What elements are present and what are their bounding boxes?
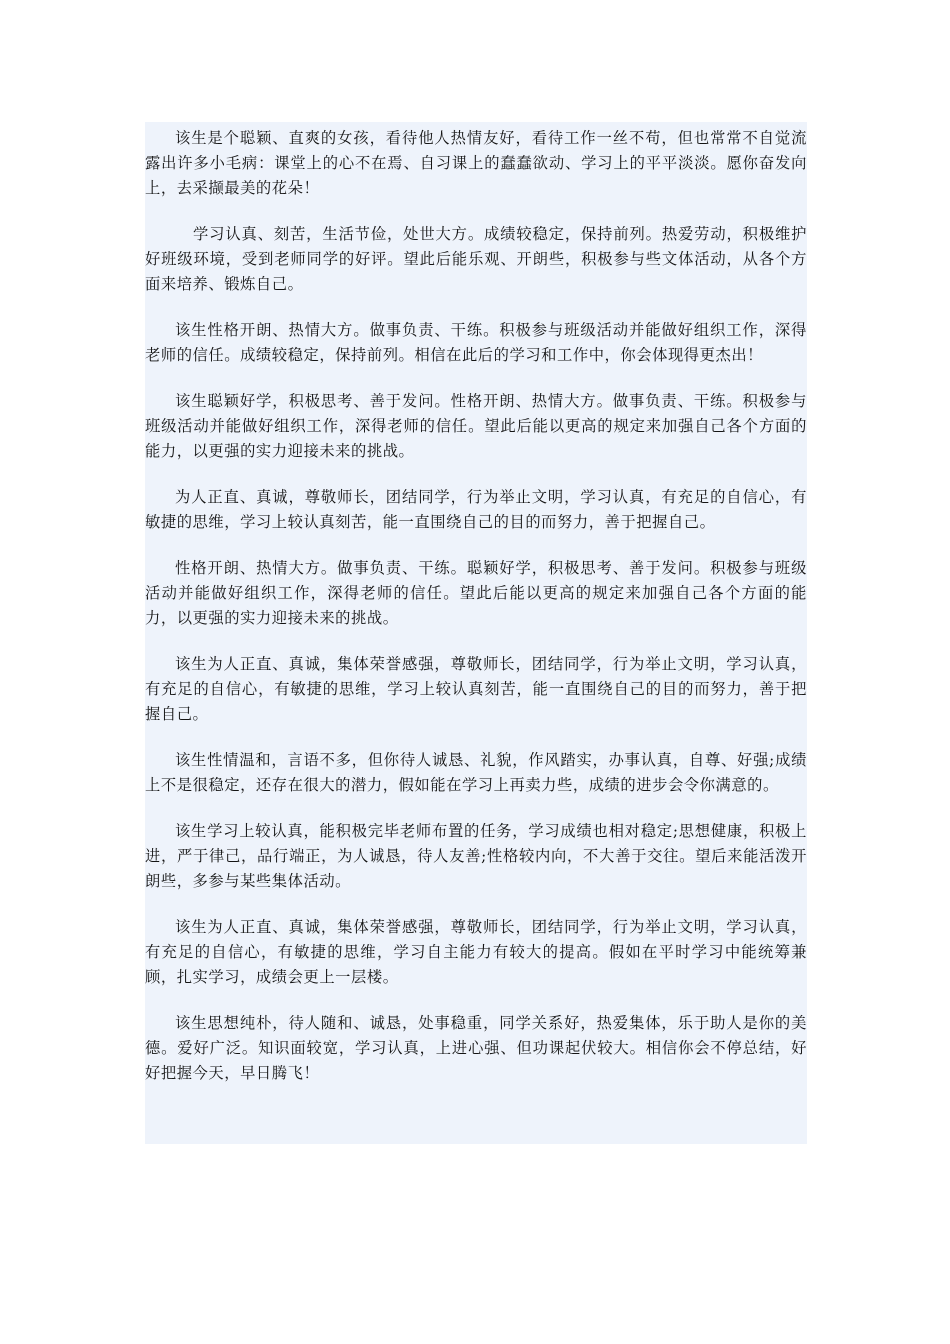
- comment-paragraph-6: 性格开朗、热情大方。做事负责、干练。聪颖好学，积极思考、善于发问。积极参与班级活动并能做好组织工作，深得老师的信任。望此后能以更高的规定来加强自己各个方面的能力，以更强的实力迎接未来的挑战。: [145, 559, 807, 627]
- comment-paragraph-1: 该生是个聪颖、直爽的女孩，看待他人热情友好，看待工作一丝不苟，但也常常不自觉流露出许多小毛病：课堂上的心不在焉、自习课上的蠢蠢欲动、学习上的平平淡淡。愿你奋发向上，去采撷最美的花朵！: [145, 129, 807, 197]
- comments-text-block: [145, 122, 807, 1144]
- comment-paragraph-3: 该生性格开朗、热情大方。做事负责、干练。积极参与班级活动并能做好组织工作，深得老师的信任。成绩较稳定，保持前列。相信在此后的学习和工作中，你会体现得更杰出！: [145, 321, 807, 364]
- comment-paragraph-2: 学习认真、刻苦，生活节俭，处世大方。成绩较稳定，保持前列。热爱劳动，积极维护好班级环境，受到老师同学的好评。望此后能乐观、开朗些，积极参与些文体活动，从各个方面来培养、锻炼自己。: [145, 225, 807, 293]
- comment-paragraph-4: 该生聪颖好学，积极思考、善于发问。性格开朗、热情大方。做事负责、干练。积极参与班级活动并能做好组织工作，深得老师的信任。望此后能以更高的规定来加强自己各个方面的能力，以更强的实力迎接未来的挑战。: [145, 392, 807, 460]
- comment-paragraph-9: 该生学习上较认真，能积极完毕老师布置的任务，学习成绩也相对稳定;思想健康，积极上进，严于律己，品行端正，为人诚恳，待人友善;性格较内向，不大善于交往。望后来能活泼开朗些，多参与某些集体活动。: [145, 822, 807, 890]
- comment-paragraph-8: 该生性情温和，言语不多，但你待人诚恳、礼貌，作风踏实，办事认真，自尊、好强;成绩上不是很稳定，还存在很大的潜力，假如能在学习上再卖力些，成绩的进步会令你满意的。: [145, 751, 807, 794]
- comment-paragraph-5: 为人正直、真诚，尊敬师长，团结同学，行为举止文明，学习认真，有充足的自信心，有敏捷的思维，学习上较认真刻苦，能一直围绕自己的目的而努力，善于把握自己。: [145, 488, 807, 531]
- comment-paragraph-7: 该生为人正直、真诚，集体荣誉感强，尊敬师长，团结同学，行为举止文明，学习认真，有充足的自信心，有敏捷的思维，学习上较认真刻苦，能一直围绕自己的目的而努力，善于把握自己。: [145, 655, 807, 723]
- comment-paragraph-11: 该生思想纯朴，待人随和、诚恳，处事稳重，同学关系好，热爱集体，乐于助人是你的美德。爱好广泛。知识面较宽，学习认真，上进心强、但功课起伏较大。相信你会不停总结，好好把握今天，早日腾飞！: [145, 1014, 807, 1082]
- comment-paragraph-10: 该生为人正直、真诚，集体荣誉感强，尊敬师长，团结同学，行为举止文明，学习认真，有充足的自信心，有敏捷的思维，学习自主能力有较大的提高。假如在平时学习中能统筹兼顾，扎实学习，成绩会更上一层楼。: [145, 918, 807, 986]
